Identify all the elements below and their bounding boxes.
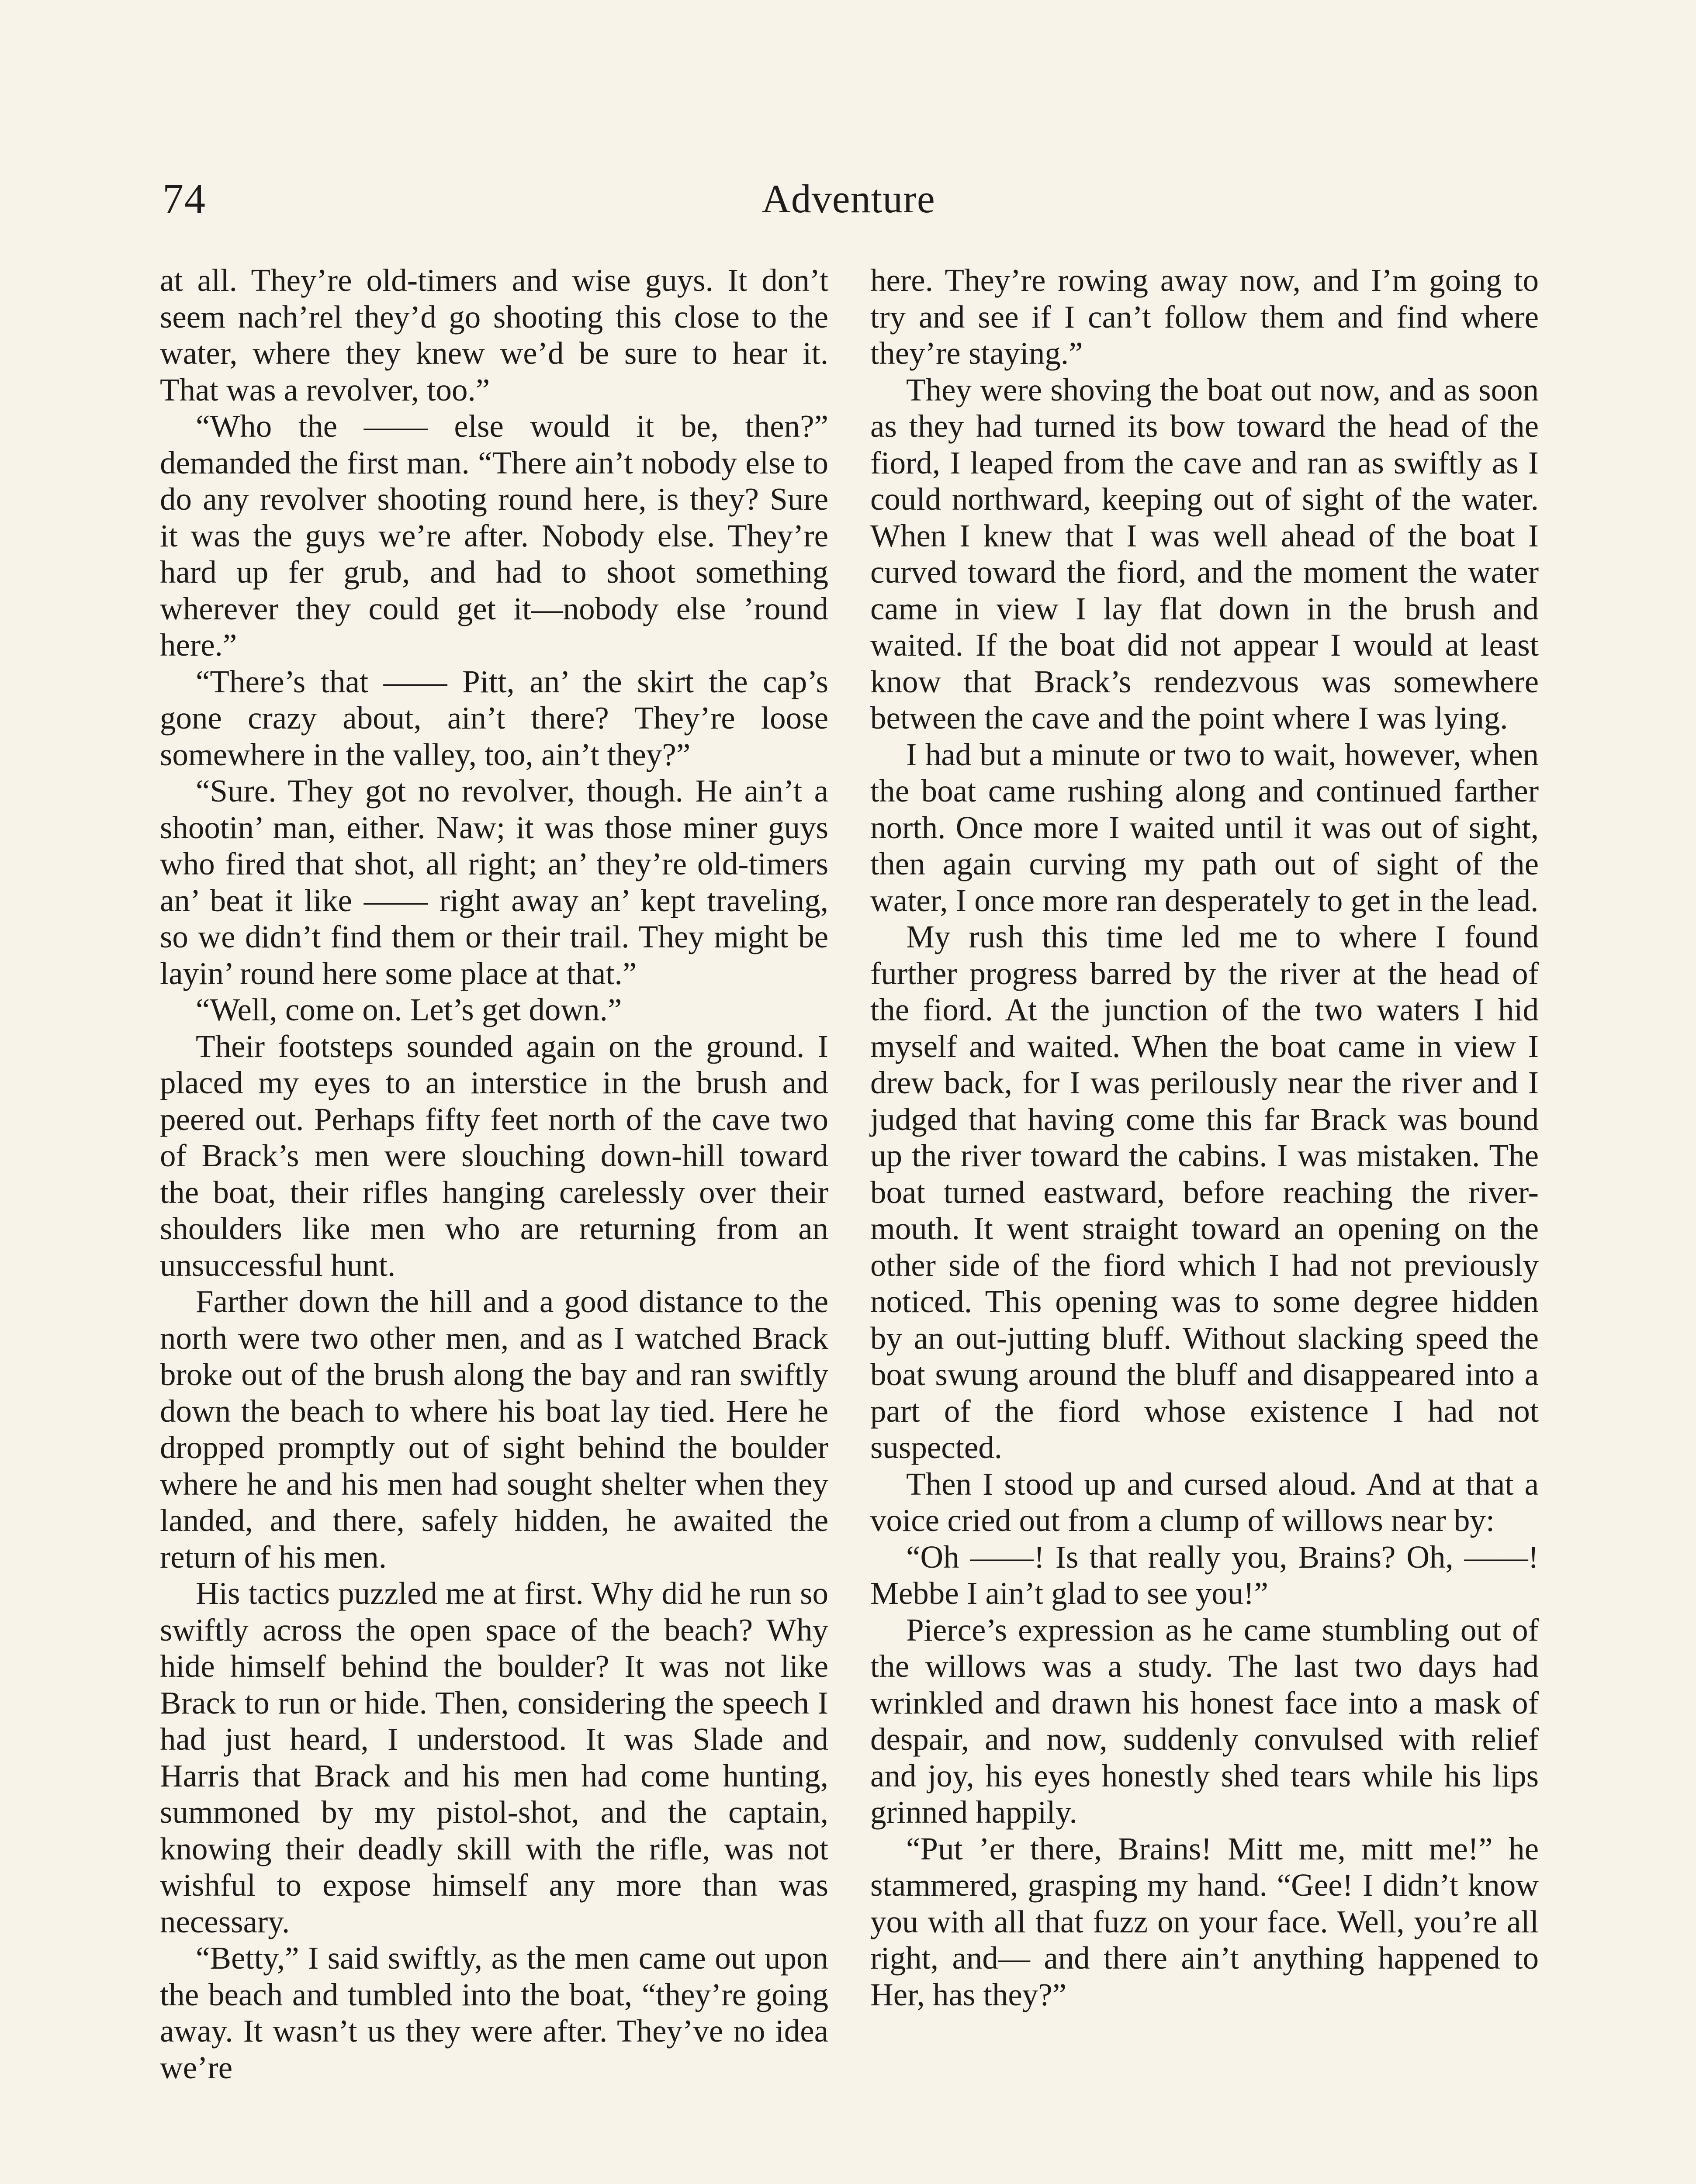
paragraph: My rush this time led me to where I found further progress barred by the river at the head of the fiord. At the junction of the two waters I hid myself and waited. When the boat came in view I drew back, for I was perilously near the river and I judged that having come this far Brack was bound up the river toward the cabins. I was mistaken. The boat turned eastward, before reaching the river-mouth. It went straight toward an opening on the other side of the fiord which I had not previously noticed. This opening was to some degree hidden by an out-jutting bluff. Without slacking speed the boat swung around the bluff and disappeared into a part of the fiord whose existence I had not suspected. — [870, 919, 1539, 1465]
paragraph: “Well, come on. Let’s get down.” — [196, 992, 622, 1027]
paragraph: “Sure. They got no revolver, though. He ain’t a shootin’ man, either. Naw; it was those miner guys who fired that shot, all right; an’ they’re old-timers an’ beat it like —— right away an’ kept traveling, so we didn’t find them or their trail. They might be layin’ round here some place at that.” — [160, 773, 828, 991]
page-number: 74 — [163, 175, 206, 222]
paragraph: Pierce’s expression as he came stumbling out of the willows was a study. The last two days had wrinkled and drawn his honest face into a mask of despair, and now, suddenly convulsed with relief and joy, his eyes honestly shed tears while his lips grinned happily. — [870, 1612, 1539, 1830]
running-title: Adventure — [761, 176, 935, 221]
paragraph: Their footsteps sounded again on the ground. I placed my eyes to an interstice in the brush and peered out. Perhaps fifty feet north of the cave two of Brack’s men were slouching down-hill toward the boat, their rifles hanging carelessly over their shoulders like men who are returning from an unsuccessful hunt. — [160, 1028, 828, 1283]
paragraph: I had but a minute or two to wait, however, when the boat came rushing along and continued farther north. Once more I waited until it was out of sight, then again curving my path out of sight of the water, I once more ran desperately to get in the lead. — [870, 736, 1539, 918]
paragraph: “Betty,” I said swiftly, as the men came out upon the beach and tumbled into the boat, “they’re going away. It wasn’t us they were after. They’ve no idea we’re — [160, 1940, 828, 2085]
paragraph: Farther down the hill and a good distance to the north were two other men, and as I watched Brack broke out of the brush along the bay and ran swiftly down the beach to where his boat lay tied. Here he dropped promptly out of sight behind the boulder where he and his men had sought shelter when they landed, and there, safely hidden, he awaited the return of his men. — [160, 1284, 828, 1575]
page-header — [163, 170, 1534, 227]
paragraph: They were shoving the boat out now, and as soon as they had turned its bow toward the head of the fiord, I leaped from the cave and ran as swiftly as I could northward, keeping out of sight of the water. When I knew that I was well ahead of the boat I curved toward the fiord, and the moment the water came in view I lay flat down in the brush and waited. If the boat did not appear I would at least know that Brack’s rendezvous was somewhere between the cave and the point where I was lying. — [870, 372, 1539, 736]
paragraph: His tactics puzzled me at first. Why did he run so swiftly across the open space of the beach? Why hide himself behind the boulder? It was not like Brack to run or hide. Then, considering the speech I had just heard, I understood. It was Slade and Harris that Brack and his men had come hunting, summoned by my pistol-shot, and the captain, knowing their deadly skill with the rifle, was not wishful to expose himself any more than was necessary. — [160, 1576, 828, 1939]
left-text-column — [160, 262, 828, 2086]
paragraph: at all. They’re old-timers and wise guys. It don’t seem nach’rel they’d go shooting this close to the water, where they knew we’d be sure to hear it. That was a revolver, too.” — [160, 263, 828, 408]
paragraph: “Put ’er there, Brains! Mitt me, mitt me!” he stammered, grasping my hand. “Gee! I didn’t know you with all that fuzz on your face. Well, you’re all right, and— and there ain’t anything happened to Her, has they?” — [870, 1831, 1539, 2012]
paragraph: “There’s that —— Pitt, an’ the skirt the cap’s gone crazy about, ain’t there? They’re loose somewhere in the valley, too, ain’t they?” — [160, 663, 828, 772]
paragraph: “Who the —— else would it be, then?” demanded the first man. “There ain’t nobody else to do any revolver shooting round here, is they? Sure it was the guys we’re after. Nobody else. They’re hard up fer grub, and had to shoot something wherever they could get it—nobody else ’round here.” — [160, 408, 828, 663]
paragraph: “Oh ——! Is that really you, Brains? Oh, ——! Mebbe I ain’t glad to see you!” — [870, 1539, 1539, 1611]
paragraph: here. They’re rowing away now, and I’m going to try and see if I can’t follow them and find where they’re staying.” — [870, 263, 1539, 371]
paragraph: Then I stood up and cursed aloud. And at that a voice cried out from a clump of willows near by: — [870, 1466, 1539, 1538]
right-text-column — [870, 262, 1539, 2013]
